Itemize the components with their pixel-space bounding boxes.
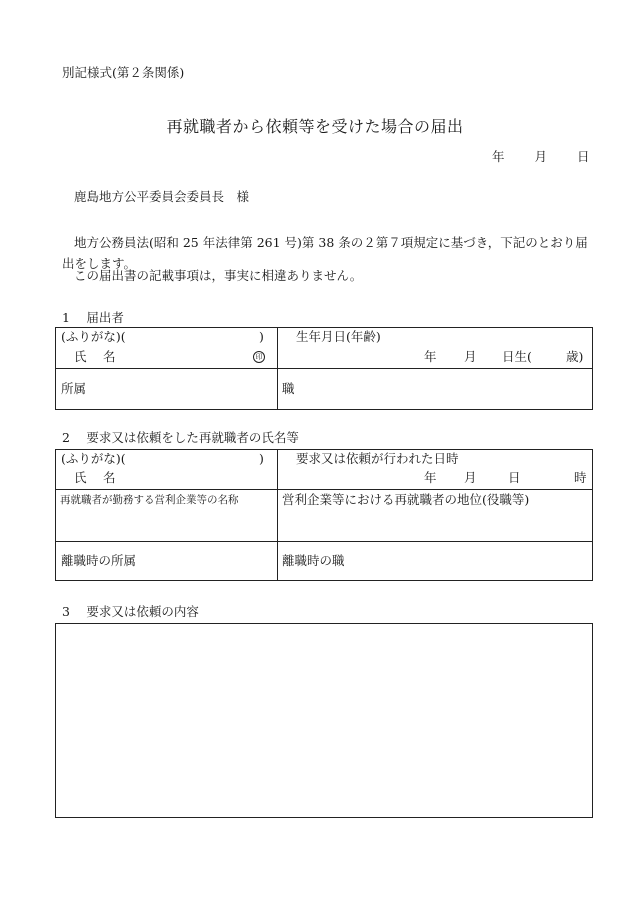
company-name-label: 再就職者が勤務する営利企業等の名称 <box>60 494 239 506</box>
request-content-box <box>55 623 593 818</box>
date-year: 年 <box>492 149 505 164</box>
section2-heading: 2 要求又は依頼をした再就職者の氏名等 <box>62 430 299 445</box>
request-month: 月 <box>464 470 477 485</box>
section2-furigana-close: ) <box>259 451 264 466</box>
request-day: 日 <box>508 470 521 485</box>
request-datetime-label: 要求又は依頼が行われた日時 <box>296 451 459 466</box>
submission-date <box>492 151 590 164</box>
affiliation-label: 所属 <box>61 381 87 396</box>
page-title: 再就職者から依頼等を受けた場合の届出 <box>166 117 464 136</box>
section2-divider <box>277 449 278 581</box>
addressee: 鹿島地方公平委員会委員長 様 <box>74 189 250 204</box>
birthdate-label: 生年月日(年齢) <box>296 329 381 344</box>
section2-name-label: 氏 名 <box>74 470 116 485</box>
request-year: 年 <box>424 470 437 485</box>
form-reference: 別記様式(第２条関係) <box>62 65 185 80</box>
company-position-label: 営利企業等における再就職者の地位(役職等) <box>282 492 530 507</box>
birth-age: 歳) <box>566 349 584 364</box>
seal-icon: 印 <box>253 351 265 363</box>
section1-name-label: 氏 名 <box>74 349 116 364</box>
date-day: 日 <box>577 149 590 164</box>
former-position-label: 離職時の職 <box>282 553 345 568</box>
position-label: 職 <box>282 381 295 396</box>
section1-row-divider <box>55 368 593 369</box>
request-hour: 時 <box>574 470 587 485</box>
legal-basis-paragraph: 地方公務員法(昭和 25 年法律第 261 号)第 38 条の２第７項規定に基づき，下記のとおり届出をします。 <box>62 235 588 271</box>
section3-heading: 3 要求又は依頼の内容 <box>62 604 199 619</box>
birth-day: 日生( <box>502 349 532 364</box>
section1-furigana-label: (ふりがな)( <box>61 329 126 344</box>
section1-furigana-close: ) <box>259 329 264 344</box>
declaration-paragraph: この届出書の記載事項は，事実に相違ありません。 <box>74 268 363 283</box>
date-month: 月 <box>534 149 548 164</box>
section2-row-divider-1 <box>55 489 593 490</box>
former-affiliation-label: 離職時の所属 <box>61 553 137 568</box>
section2-row-divider-2 <box>55 541 593 542</box>
section2-furigana-label: (ふりがな)( <box>61 451 126 466</box>
birth-month: 月 <box>464 349 477 364</box>
section1-heading: 1 届出者 <box>62 310 124 325</box>
birth-year: 年 <box>424 349 437 364</box>
